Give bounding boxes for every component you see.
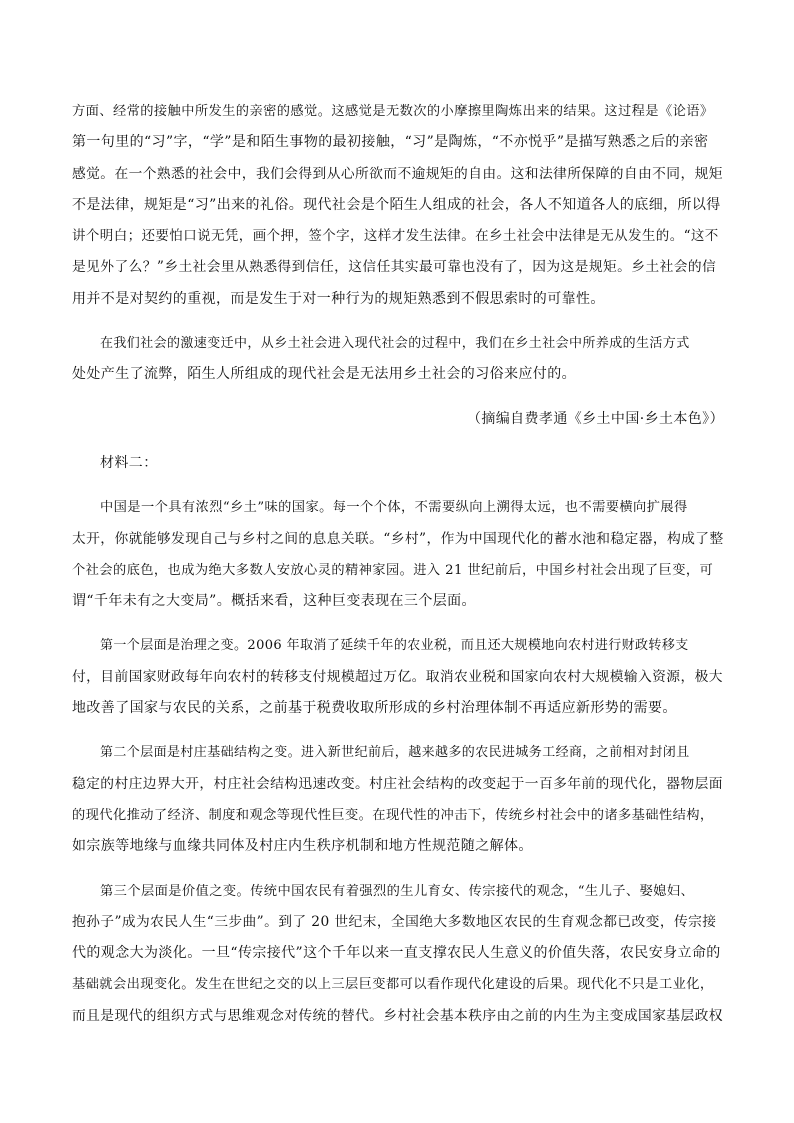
text-line: 在我们社会的激速变迁中，从乡土社会进入现代社会的过程中，我们在乡土社会中所养成的生活方式: [100, 336, 690, 352]
text-line: 不是法律，规矩是“习”出来的礼俗。现代社会是个陌生人组成的社会，各人不知道各人的底细，所以得: [72, 196, 721, 213]
text-line: 感觉。在一个熟悉的社会中，我们会得到从心所欲而不逾规矩的自由。这和法律所保障的自由不同，规矩: [72, 165, 723, 182]
text-line: 是见外了么？”乡土社会里从熟悉得到信任，这信任其实最可靠也没有了，因为这是规矩。乡土社会的信: [72, 259, 717, 276]
text-line: 方面、经常的接触中所发生的亲密的感觉。这感觉是无数次的小摩擦里陶炼出来的结果。这过程是《论语》: [72, 104, 714, 119]
text-line: 付，目前国家财政每年向农村的转移支付规模超过万亿。取消农业税和国家向农村大规模输入资源，极大: [72, 668, 723, 685]
material-label: 材料二：: [100, 454, 158, 471]
text-line: 讲个明白；还要怕口说无凭，画个押，签个字，这样才发生法律。在乡土社会中法律是无从发生的。“这不: [72, 228, 719, 245]
text-line: 处处产生了流弊，陌生人所组成的现代社会是无法用乡土社会的习俗来应付的。: [72, 366, 576, 383]
text-line: 的现代化推动了经济、制度和观念等现代性巨变。在现代性的冲击下，传统乡村社会中的诸多基础性结构，: [72, 807, 714, 823]
text-line: 地改善了国家与农民的关系，之前基于税费收取所形成的乡村治理体制不再适应新形势的需要。: [72, 700, 677, 717]
text-line: 抱孙子”成为农民人生“三步曲”。到了 20 世纪末，全国绝大多数地区农民的生育观念都已改变，传宗接: [72, 913, 717, 930]
text-line: 基础就会出现变化。发生在世纪之交的以上三层巨变都可以看作现代化建设的后果。现代化不只是工业化，: [72, 977, 714, 993]
text-line: 用并不是对契约的重视，而是发生于对一种行为的规矩熟悉到不假思索时的可靠性。: [72, 290, 605, 307]
paragraph-5: [72, 737, 724, 862]
text-line: 稳定的村庄边界大开，村庄社会结构迅速改变。村庄社会结构的改变起于一百多年前的现代化，器物层面: [72, 775, 723, 792]
text-line: 谓“千年未有之大变局”。概括来看，这种巨变表现在三个层面。: [72, 593, 476, 610]
text-line: 而且是现代的组织方式与思维观念对传统的替代。乡村社会基本秩序由之前的内生为主变成国家基层政权: [72, 1007, 723, 1024]
text-line: 第二个层面是村庄基础结构之变。进入新世纪前后，越来越多的农民进城务工经商，之前相对封闭且: [100, 745, 690, 761]
text-line: 个社会的底色，也成为绝大多数人安放心灵的精神家园。进入 21 世纪前后，中国乡村社会出现了巨变，可: [72, 562, 714, 578]
text-line: 第一句里的“习”字，“学”是和陌生事物的最初接触，“习”是陶炼，“不亦悦乎”是描写熟悉之后的亲密: [72, 134, 709, 151]
paragraph-4: [72, 630, 724, 724]
text-line: 第三个层面是价值之变。传统中国农民有着强烈的生儿育女、传宗接代的观念，“生儿子、娶媳妇、: [100, 883, 695, 899]
paragraph-6: [72, 876, 724, 1032]
text-line: 第一个层面是治理之变。2006 年取消了延续千年的农业税，而且还大规模地向农村进行财政转移支: [100, 638, 689, 654]
paragraph-2: [72, 328, 724, 391]
text-line: 代的观念大为淡化。一旦“传宗接代”这个千年以来一直支撑农民人生意义的价值失落，农民安身立命的: [72, 945, 721, 962]
text-line: 太开，你就能够发现自己与乡村之间的息息关联。“乡村”，作为中国现代化的蓄水池和稳定器，构成了整: [72, 530, 724, 547]
text-line: 中国是一个具有浓烈“乡土”味的国家。每一个个体，不需要纵向上溯得太远，也不需要横向扩展得: [100, 500, 688, 516]
source-citation: （摘编自费孝通《乡土中国·乡土本色》）: [466, 410, 724, 427]
paragraph-1: [72, 96, 724, 315]
text-line: 如宗族等地缘与血缘共同体及村庄内生秩序机制和地方性规范随之解体。: [72, 838, 533, 855]
paragraph-3: [72, 492, 724, 617]
